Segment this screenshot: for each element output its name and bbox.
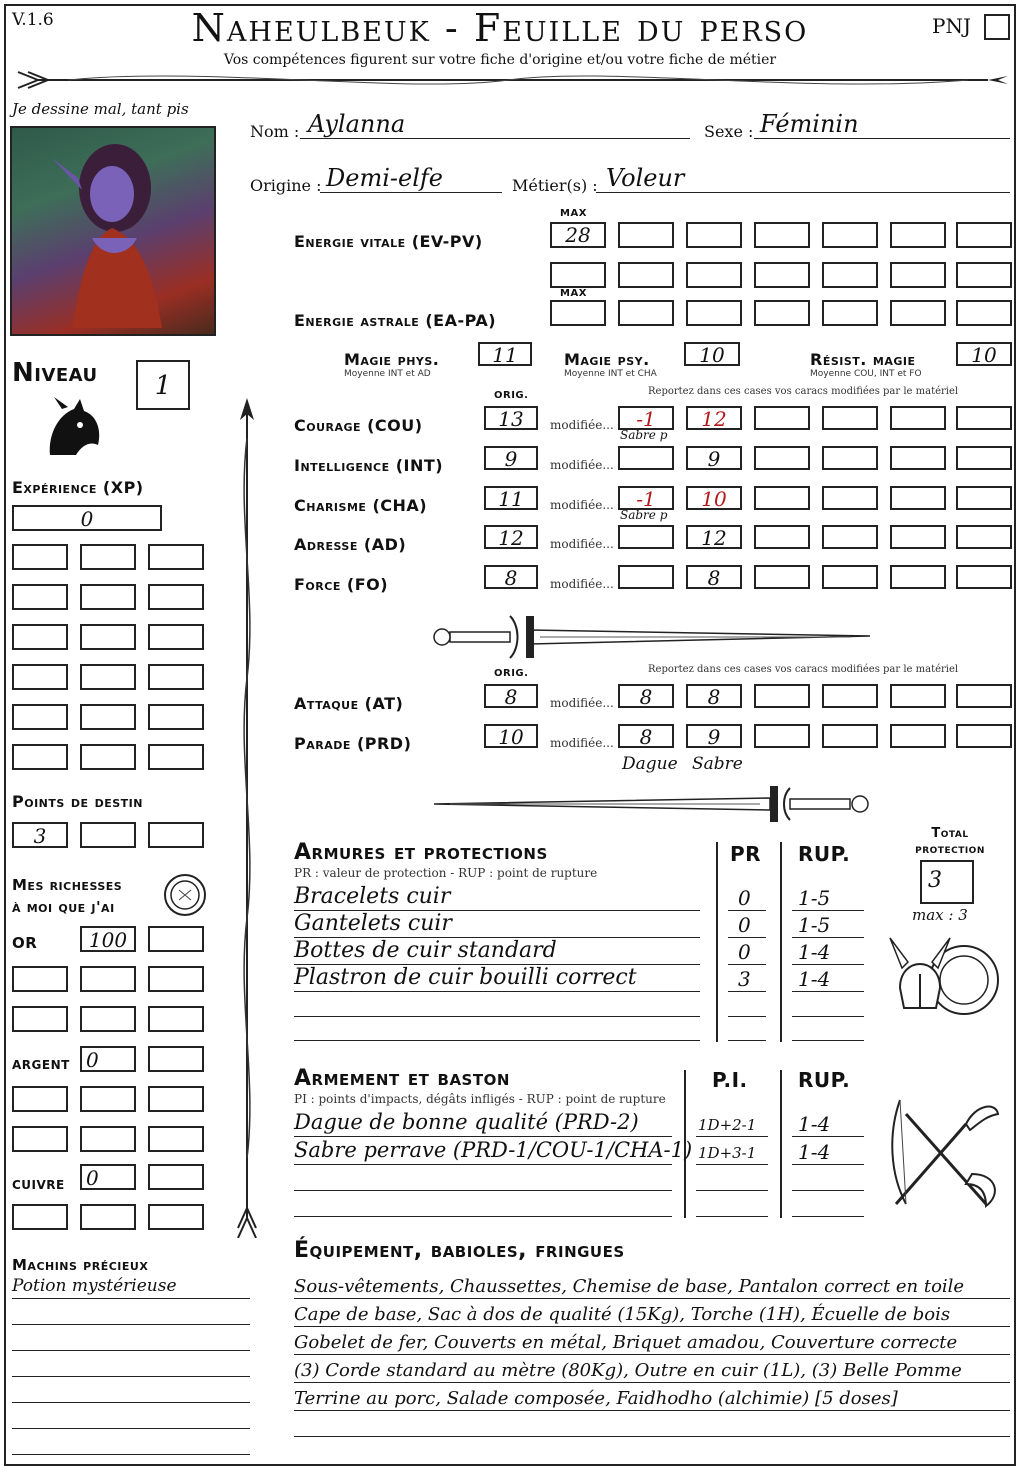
carac-label: Courage (COU) [294,416,423,435]
armement-title: Armement et baston [294,1066,510,1091]
carac-label: Adresse (AD) [294,535,407,554]
cuivre-cell[interactable] [148,1164,204,1190]
carac-cell[interactable] [890,486,946,510]
portrait-figure-icon [12,128,216,336]
carac-cell[interactable] [754,565,810,589]
xp-cell[interactable] [148,744,204,770]
cuivre-label: CUIVRE [12,1178,65,1192]
armure-rup[interactable]: 1-4 [798,940,831,964]
equipement-line[interactable]: Sous-vêtements, Chaussettes, Chemise de base, Pantalon correct en toile [294,1276,965,1297]
combat-mod2[interactable]: 9 [686,724,742,748]
carac-mod1[interactable]: -1 [618,486,674,510]
carac-orig[interactable]: 11 [484,486,538,510]
sword-icon [430,782,874,826]
carac-mod1[interactable] [618,446,674,470]
xp-cell[interactable] [12,624,68,650]
xp-cell[interactable] [12,544,68,570]
carac-cell[interactable] [956,406,1012,430]
armures-title: Armures et protections [294,840,548,865]
carac-cell[interactable] [890,525,946,549]
armure-name[interactable]: Gantelets cuir [294,911,452,936]
arme-rup[interactable]: 1-4 [798,1140,831,1164]
helmet-shield-icon [888,928,1000,1028]
ea-max-label: MAX [560,288,587,299]
xp-cell[interactable] [80,584,136,610]
xp-cell[interactable] [80,664,136,690]
machin-item[interactable]: Potion mystérieuse [12,1276,177,1296]
niveau-label: Niveau [12,358,98,388]
richesses-label: Mes richesses [12,876,123,894]
destin-label: Points de destin [12,792,143,811]
carac-cell[interactable] [890,446,946,470]
armure-pr[interactable]: 0 [738,940,751,964]
modif-label: modifiée... [550,418,614,432]
ev-max-label: MAX [560,208,587,219]
weapons-icon [886,1094,1006,1216]
destin-cell[interactable] [148,822,204,848]
armure-name[interactable]: Bottes de cuir standard [294,938,557,963]
carac-mod2[interactable]: 12 [686,525,742,549]
xp-cell[interactable] [80,544,136,570]
combat-mod1[interactable]: 8 [618,684,674,708]
combat-cell[interactable] [822,724,878,748]
ev-cell[interactable] [618,262,674,288]
combat-cell[interactable] [956,724,1012,748]
carac-label: Intelligence (INT) [294,456,444,475]
or-cell[interactable] [12,966,68,992]
armures-rup-label: RUP. [798,842,851,866]
combat-orig[interactable]: 10 [484,724,538,748]
ev-cell[interactable] [686,262,742,288]
argent-cell[interactable] [12,1086,68,1112]
combat-note-dague: Dague [622,754,678,774]
ea-cell[interactable] [686,300,742,326]
ev-label: Energie vitale (EV-PV) [294,232,483,251]
report-note: Reportez dans ces cases vos caracs modifiées par le matériel [648,386,959,397]
carac-cell[interactable] [890,565,946,589]
ev-max-input[interactable]: 28 [550,222,606,248]
combat-mod1[interactable]: 8 [618,724,674,748]
arrow-divider-icon [8,66,1016,94]
xp-cell[interactable] [148,664,204,690]
combat-label: Parade (PRD) [294,734,412,753]
carac-cell[interactable] [822,406,878,430]
sword-icon [430,612,874,662]
equipement-line[interactable]: Cape de base, Sac à dos de qualité (15Kg), Torche (1H), Écuelle de bois [294,1304,951,1325]
carac-mod2[interactable]: 9 [686,446,742,470]
sexe-label: Sexe : [704,122,754,141]
armure-pr[interactable]: 0 [738,886,751,910]
sexe-input[interactable]: Féminin [760,110,859,138]
carac-cell[interactable] [822,446,878,470]
carac-orig[interactable]: 13 [484,406,538,430]
carac-mod2[interactable]: 10 [686,486,742,510]
modif-label: modifiée... [550,537,614,551]
carac-mod-note: Sabre p [620,428,668,442]
ea-max-input[interactable] [550,300,606,326]
xp-input[interactable]: 0 [12,505,162,531]
ea-cell[interactable] [754,300,810,326]
ev-cell[interactable] [822,222,878,248]
magie-phys-label: Magie phys. [344,350,440,369]
machins-label: Machins précieux [12,1256,149,1274]
carac-label: Force (FO) [294,575,389,594]
carac-cell[interactable] [956,525,1012,549]
orig-label: ORIG. [494,668,529,679]
ev-cell[interactable] [686,222,742,248]
armure-name[interactable]: Bracelets cuir [294,884,451,909]
ev-cell[interactable] [956,262,1012,288]
portrait-caption: Je dessine mal, tant pis [12,100,189,118]
ea-label: Energie astrale (EA-PA) [294,311,497,330]
arme-pi[interactable]: 1D+3-1 [698,1144,757,1162]
origine-input[interactable]: Demi-elfe [326,164,443,192]
armure-rup[interactable]: 1-5 [798,913,831,937]
destin-cell[interactable] [80,822,136,848]
ea-cell[interactable] [956,300,1012,326]
ev-cell[interactable] [890,222,946,248]
armement-pi-label: P.I. [712,1068,748,1092]
magie-phys-sub: Moyenne INT et AD [344,369,431,379]
argent-cell[interactable] [80,1126,136,1152]
or-label: OR [12,934,38,952]
carac-mod-note: Sabre p [620,508,668,522]
or-cell[interactable] [80,1006,136,1032]
cuivre-cell[interactable] [148,1204,204,1230]
combat-cell[interactable] [890,684,946,708]
xp-cell[interactable] [12,704,68,730]
xp-cell[interactable] [80,744,136,770]
carac-cell[interactable] [754,406,810,430]
total-protection-input[interactable]: 3 [920,860,974,904]
combat-mod2[interactable]: 8 [686,684,742,708]
carac-mod2[interactable]: 12 [686,406,742,430]
resist-magie-label: Résist. magie [810,350,916,369]
report-note: Reportez dans ces cases vos caracs modifiées par le matériel [648,664,959,675]
combat-label: Attaque (AT) [294,694,404,713]
modif-label: modifiée... [550,736,614,750]
carac-mod2[interactable]: 8 [686,565,742,589]
magie-psy-label: Magie psy. [564,350,650,369]
equipement-line[interactable]: Gobelet de fer, Couverts en métal, Briquet amadou, Couverture correcte [294,1332,958,1353]
metier-label: Métier(s) : [512,176,598,195]
combat-cell[interactable] [822,684,878,708]
or-cell[interactable] [148,966,204,992]
carac-cell[interactable] [956,486,1012,510]
ev-cell[interactable] [550,262,606,288]
carac-orig[interactable]: 12 [484,525,538,549]
argent-cell[interactable] [148,1126,204,1152]
nom-label: Nom : [250,122,300,141]
or-cell[interactable] [12,1006,68,1032]
carac-mod1[interactable] [618,525,674,549]
equipement-line[interactable]: Terrine au porc, Salade composée, Faidhodho (alchimie) [5 doses] [294,1388,898,1409]
carac-orig[interactable]: 8 [484,565,538,589]
resist-magie-sub: Moyenne COU, INT et FO [810,369,922,379]
armure-pr[interactable]: 3 [738,967,751,991]
cuivre-input[interactable]: 0 [80,1164,136,1190]
argent-cell[interactable] [148,1086,204,1112]
carac-cell[interactable] [956,446,1012,470]
armure-rup[interactable]: 1-5 [798,886,831,910]
carac-mod1[interactable]: -1 [618,406,674,430]
max-protection-note: max : 3 [912,906,968,924]
xp-cell[interactable] [12,744,68,770]
ea-cell[interactable] [822,300,878,326]
niveau-input[interactable]: 1 [136,360,190,410]
carac-cell[interactable] [822,565,878,589]
carac-cell[interactable] [754,486,810,510]
total-protection-label-2: protection [915,842,985,857]
xp-cell[interactable] [148,704,204,730]
or-cell[interactable] [80,966,136,992]
carac-cell[interactable] [822,486,878,510]
carac-label: Charisme (CHA) [294,496,428,515]
arme-rup[interactable]: 1-4 [798,1112,831,1136]
carac-orig[interactable]: 9 [484,446,538,470]
combat-cell[interactable] [754,684,810,708]
xp-cell[interactable] [148,544,204,570]
carac-cell[interactable] [754,446,810,470]
nom-input[interactable]: Aylanna [308,110,406,138]
argent-input[interactable]: 0 [80,1046,136,1072]
magie-psy-input[interactable]: 10 [684,342,740,366]
combat-cell[interactable] [754,724,810,748]
xp-cell[interactable] [80,624,136,650]
version-label: V.1.6 [12,10,54,30]
coin-icon [162,872,208,918]
xp-cell[interactable] [12,664,68,690]
resist-magie-input[interactable]: 10 [956,342,1012,366]
armure-rup[interactable]: 1-4 [798,967,831,991]
page-subtitle: Vos compétences figurent sur votre fiche d'origine et/ou votre fiche de métier [223,52,777,68]
pnj-checkbox[interactable] [984,14,1010,40]
orig-label: ORIG. [494,390,529,401]
ea-cell[interactable] [618,300,674,326]
or-cell[interactable] [148,1006,204,1032]
armement-sub: PI : points d'impacts, dégâts infligés - RUP : point de rupture [294,1092,666,1106]
armures-sub: PR : valeur de protection - RUP : point de rupture [294,866,598,880]
argent-cell[interactable] [148,1046,204,1072]
armement-rup-label: RUP. [798,1068,851,1092]
page-title: Naheulbeuk - Feuille du perso [191,6,809,50]
equipement-line[interactable]: (3) Corde standard au mètre (80Kg), Outre en cuir (1L), (3) Belle Pomme [294,1360,962,1381]
carac-cell[interactable] [956,565,1012,589]
ev-cell[interactable] [754,222,810,248]
vertical-arrow-icon [232,398,262,1238]
arme-pi[interactable]: 1D+2-1 [698,1116,757,1134]
cuivre-cell[interactable] [80,1204,136,1230]
xp-cell[interactable] [148,624,204,650]
magie-phys-input[interactable]: 11 [478,342,532,366]
ev-cell[interactable] [618,222,674,248]
total-protection-label: Total [931,826,969,841]
or-cell[interactable] [148,926,204,952]
cuivre-cell[interactable] [12,1204,68,1230]
pnj-label: PNJ [932,14,971,38]
carac-mod1[interactable] [618,565,674,589]
metier-input[interactable]: Voleur [606,164,685,192]
ev-cell[interactable] [956,222,1012,248]
destin-input[interactable]: 3 [12,822,68,848]
argent-cell[interactable] [80,1086,136,1112]
modif-label: modifiée... [550,696,614,710]
combat-note-sabre: Sabre [692,754,743,774]
equipement-title: Équipement, babioles, fringues [294,1238,625,1263]
combat-orig[interactable]: 8 [484,684,538,708]
xp-cell[interactable] [148,584,204,610]
armure-name[interactable]: Plastron de cuir bouilli correct [294,965,637,990]
armures-pr-label: PR [730,842,762,866]
ea-cell[interactable] [890,300,946,326]
dragon-icon [40,395,106,463]
carac-cell[interactable] [822,525,878,549]
argent-cell[interactable] [12,1126,68,1152]
modif-label: modifiée... [550,498,614,512]
combat-cell[interactable] [890,724,946,748]
xp-cell[interactable] [12,584,68,610]
ev-cell[interactable] [890,262,946,288]
carac-cell[interactable] [754,525,810,549]
modif-label: modifiée... [550,577,614,591]
xp-cell[interactable] [80,704,136,730]
arme-name[interactable]: Dague de bonne qualité (PRD-2) [294,1110,639,1134]
or-input[interactable]: 100 [80,926,136,952]
armure-pr[interactable]: 0 [738,913,751,937]
character-portrait [10,126,216,336]
argent-label: ARGENT [12,1058,70,1072]
xp-label: Expérience (XP) [12,478,144,497]
arme-name[interactable]: Sabre perrave (PRD-1/COU-1/CHA-1) [294,1138,693,1162]
combat-cell[interactable] [956,684,1012,708]
richesses-label-2: à moi que j'ai [12,898,115,916]
ev-cell[interactable] [822,262,878,288]
ev-cell[interactable] [754,262,810,288]
origine-label: Origine : [250,176,322,195]
modif-label: modifiée... [550,458,614,472]
magie-psy-sub: Moyenne INT et CHA [564,369,657,379]
carac-cell[interactable] [890,406,946,430]
